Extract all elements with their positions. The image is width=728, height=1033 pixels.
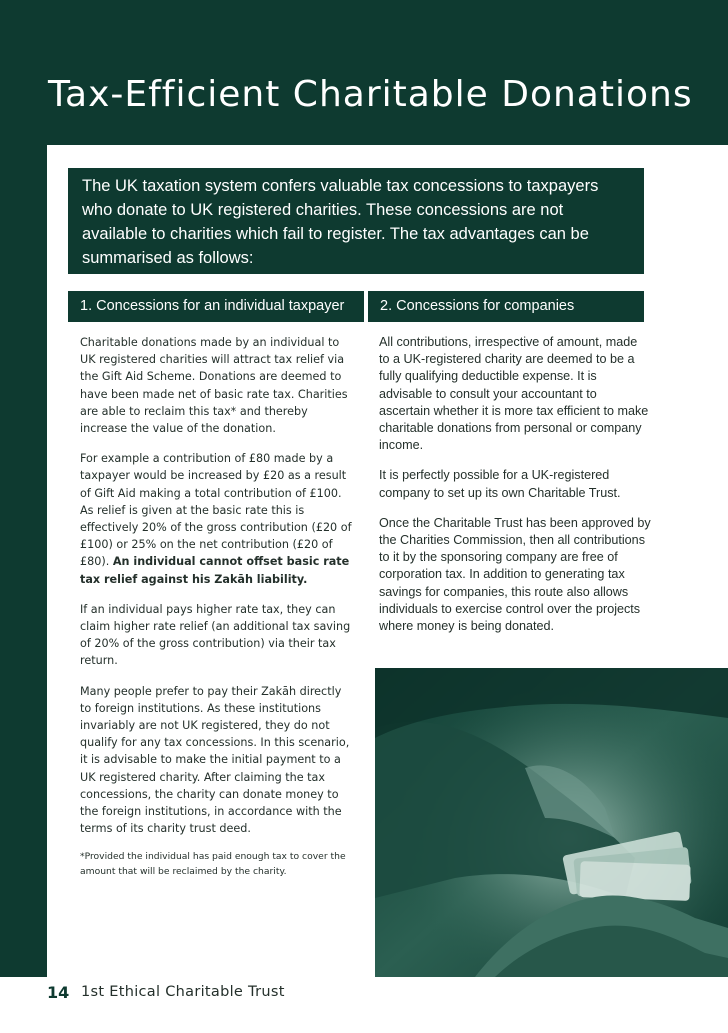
footnote: *Provided the individual has paid enough tax to cover the amount that will be reclaimed by the charity. xyxy=(80,851,346,877)
section-heading-individual: 1. Concessions for an individual taxpayer xyxy=(68,291,364,322)
section-heading-companies: 2. Concessions for companies xyxy=(368,291,644,322)
publication-name: 1st Ethical Charitable Trust xyxy=(81,984,285,1000)
intro-box: The UK taxation system confers valuable tax concessions to taxpayers who donate to UK registered charities. These concessions are not available to charities which fail to register. The tax advantages can be summarised as follows: xyxy=(68,168,644,274)
paragraph xyxy=(80,450,352,588)
right-column xyxy=(379,334,651,648)
photo-illustration xyxy=(375,668,728,977)
left-column xyxy=(80,334,352,892)
bold-note: An individual cannot offset basic rate tax relief against his Zakāh liability. xyxy=(80,555,350,586)
paragraph-text: For example a contribution of £80 made by a taxpayer would be increased by £20 as a result of Gift Aid making a total contribution of £100. As relief is given at the basic rate this is effectively 20% of the gross contribution (£20 of £100) or 25% on the net contribution (£20 of £80). xyxy=(80,452,352,569)
page-title: Tax-Efficient Charitable Donations xyxy=(48,74,693,115)
page-number: 14 xyxy=(47,983,70,1002)
paragraph: Many people prefer to pay their Zakāh directly to foreign institutions. As these institutions invariably are not UK registered, they do not qualify for any tax concessions. In this scenario, it is advisable to make the initial payment to a UK registered charity. After claiming the tax concessions, the charity can donate money to the foreign institutions, in accordance with the terms of its charity trust deed. xyxy=(80,684,350,836)
paragraph: If an individual pays higher rate tax, they can claim higher rate relief (an additional tax saving of 20% of the gross contribution) via their tax return. xyxy=(80,602,351,668)
left-rail xyxy=(0,145,47,977)
paragraph: All contributions, irrespective of amount, made to a UK-registered charity are deemed to be a fully qualifying deductible expense. It is advisable to consult your accountant to ascertain whether it is more tax efficient to make charitable donations from personal or company income. xyxy=(379,335,649,453)
paragraph: Charitable donations made by an individual to UK registered charities will attract tax relief via the Gift Aid Scheme. Donations are deemed to have been made net of basic rate tax. Charities are able to reclaim this tax* and thereby increase the value of the donation. xyxy=(80,336,348,436)
photo-hands-with-money xyxy=(375,668,728,977)
paragraph: It is perfectly possible for a UK-registered company to set up its own Charitable Trust. xyxy=(379,468,621,500)
paragraph: Once the Charitable Trust has been approved by the Charities Commission, then all contributions to it by the sponsoring company are free of corporation tax. In addition to generating tax savings for companies, this route also allows individuals to exercise control over the projects where money is being donated. xyxy=(379,515,651,634)
header-band xyxy=(0,0,728,145)
